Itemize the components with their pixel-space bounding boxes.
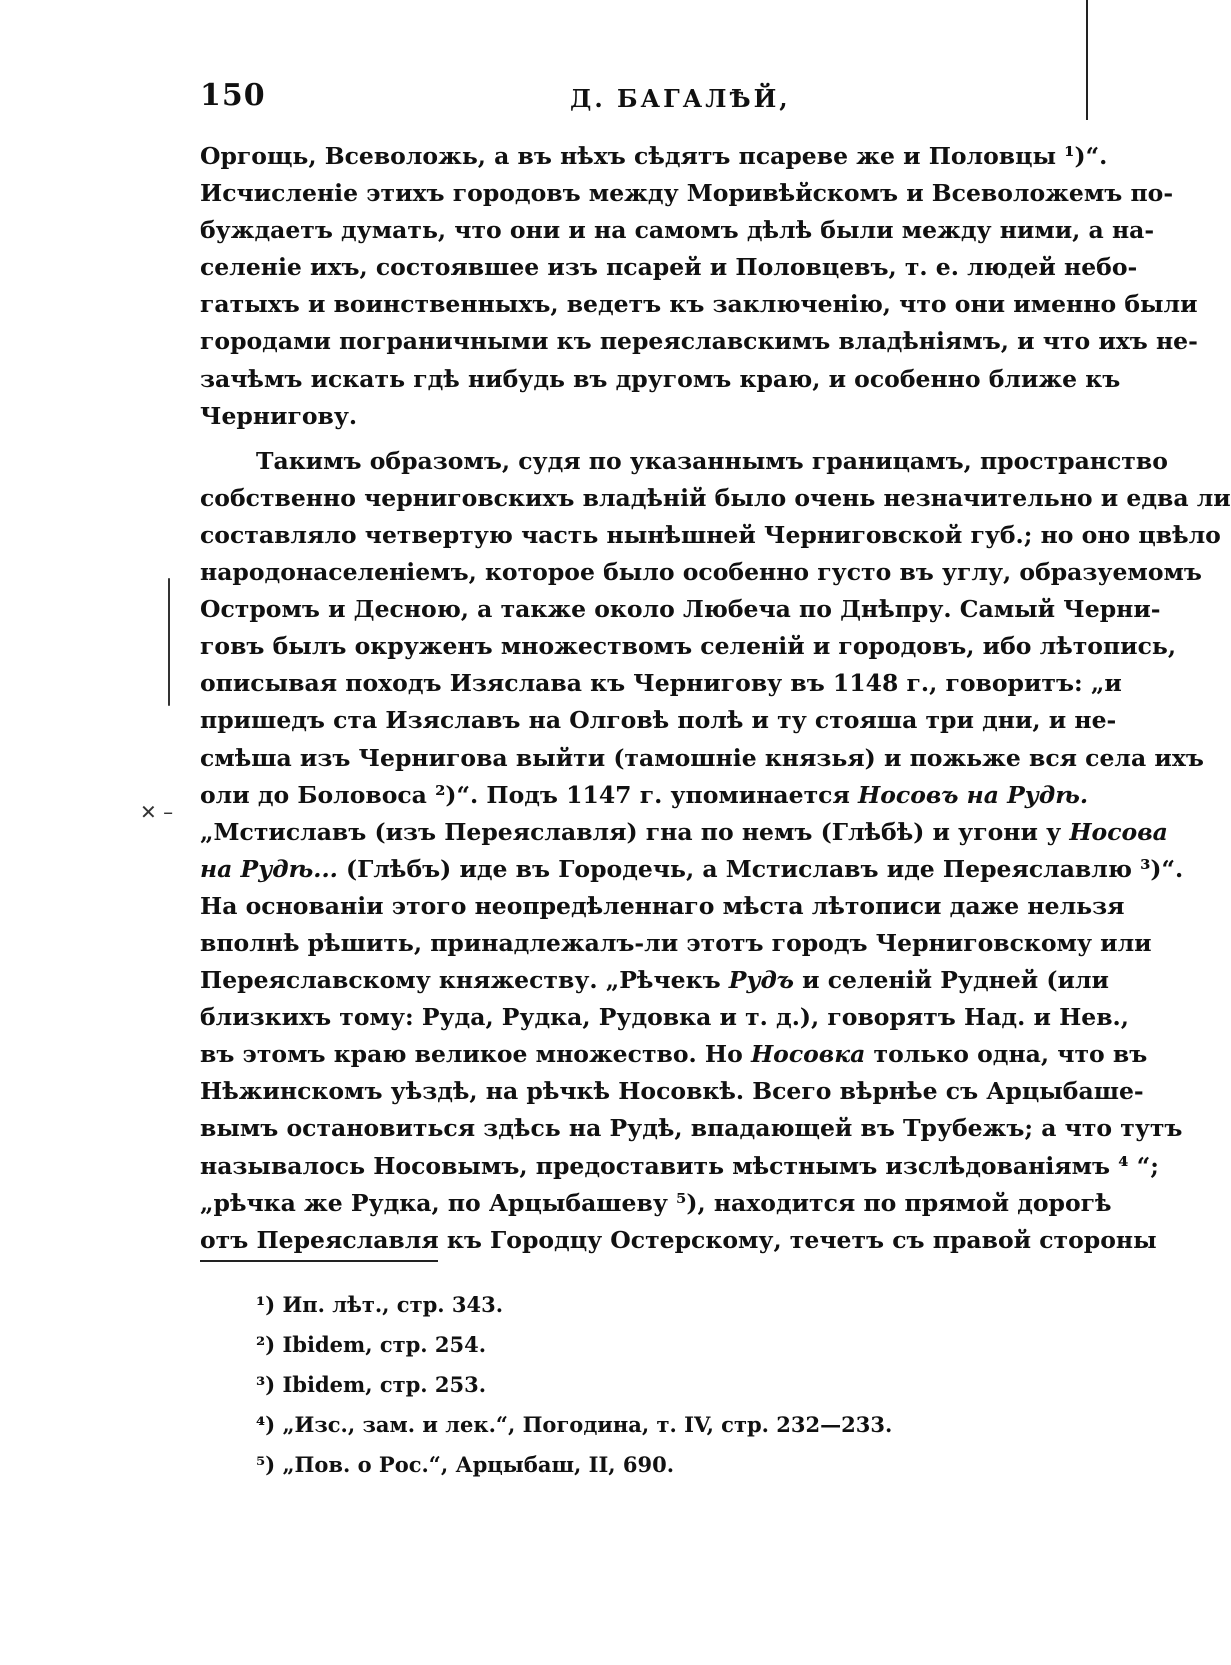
text-run: только одна, что въ (865, 1040, 1148, 1069)
text-line: Такимъ образомъ, судя по указаннымъ границамъ, пространство (256, 446, 1168, 475)
text-line: Чернигову. (200, 401, 358, 430)
text-run: Переяславскому княжеству. „Рѣчекъ (200, 966, 729, 995)
footnote-text: „Изс., зам. и лек.“, Погодина, т. IV, стр. 232—233. (282, 1412, 893, 1437)
body-text (200, 138, 1231, 1259)
text-line: буждаетъ думать, что они и на самомъ дѣлѣ были между ними, а на- (200, 216, 1155, 245)
italic-place-name: Носовка (750, 1040, 866, 1069)
footnote-mark: ⁵) (256, 1452, 276, 1477)
footnote (256, 1445, 1036, 1485)
footnote (256, 1285, 1036, 1325)
text-line: близкихъ тому: Руда, Рудка, Рудовка и т. д.), говорятъ Над. и Нев., (200, 1003, 1129, 1032)
footnote-mark: ³) (256, 1372, 276, 1397)
text-line: описывая походъ Изяслава къ Чернигову въ 1148 г., говоритъ: „и (200, 669, 1122, 698)
text-run: въ этомъ краю великое множество. Но (200, 1040, 751, 1069)
page-number: 150 (200, 78, 266, 113)
text-line: На основаніи этого неопредѣленнаго мѣста лѣтописи даже нельзя (200, 891, 1125, 920)
text-line (200, 777, 1089, 814)
text-run: „Мстиславъ (изъ Переяславля) гна по немъ (Глѣбѣ) и угони у (200, 817, 1070, 846)
text-line: называлось Носовымъ, предоставить мѣстнымъ изслѣдованіямъ ⁴ “; (200, 1151, 1159, 1180)
text-line: Исчисленіе этихъ городовъ между Моривѣйскомъ и Всеволожемъ по- (200, 179, 1174, 208)
text-line (200, 851, 1184, 888)
footnote-text: Ип. лѣт., стр. 343. (282, 1292, 504, 1317)
margin-bracket (168, 578, 170, 706)
footnote-mark: ¹) (256, 1292, 276, 1317)
footnote-text: „Пов. о Рос.“, Арцыбаш, II, 690. (282, 1452, 675, 1477)
footnotes (256, 1285, 1036, 1485)
text-run: (Глѣбъ) иде въ Городечь, а Мстиславъ иде Переяславлю ³)“. (337, 854, 1184, 883)
text-line: смѣша изъ Чернигова выйти (тамошніе князья) и пожьже вся села ихъ (200, 743, 1204, 772)
italic-place-name: Носовъ на Рудѣ. (858, 780, 1089, 809)
text-line: гатыхъ и воинственныхъ, ведетъ къ заключенію, что они именно были (200, 290, 1198, 319)
text-run: оли до Боловоса ²)“. Подъ 1147 г. упоминается (200, 780, 859, 809)
footnote-mark: ⁴) (256, 1412, 276, 1437)
text-line: отъ Переяславля къ Городцу Остерскому, течетъ съ правой стороны (200, 1225, 1157, 1254)
text-line (200, 1036, 1148, 1073)
text-line: Нѣжинскомъ уѣздѣ, на рѣчкѣ Носовкѣ. Всего вѣрнѣе съ Арцыбаше- (200, 1077, 1144, 1106)
margin-annotation: ✕ – (140, 800, 174, 824)
footnote-text: Ibidem, стр. 254. (282, 1332, 487, 1357)
footnote-rule (200, 1260, 438, 1262)
text-line: говъ былъ окруженъ множествомъ селеній и городовъ, ибо лѣтопись, (200, 632, 1177, 661)
footnote (256, 1405, 1036, 1445)
footnote-text: Ibidem, стр. 253. (282, 1372, 487, 1397)
text-line: пришедъ ста Изяславъ на Олговѣ полѣ и ту стояша три дни, и не- (200, 706, 1117, 735)
text-line (200, 962, 1109, 999)
text-line: „рѣчка же Рудка, по Арцыбашеву ⁵), находится по прямой дорогѣ (200, 1188, 1112, 1217)
text-line: городами пограничными къ переяславскимъ владѣніямъ, и что ихъ не- (200, 327, 1198, 356)
text-line: зачѣмъ искать гдѣ нибудь въ другомъ краю, и особенно ближе къ (200, 364, 1121, 393)
running-head: Д. БАГАЛѢЙ, (570, 84, 791, 113)
text-line: селеніе ихъ, состоявшее изъ псарей и Половцевъ, т. е. людей небо- (200, 253, 1138, 282)
italic-place-name: Рудъ (728, 966, 794, 995)
footnote (256, 1325, 1036, 1365)
italic-place-name: на Рудѣ... (200, 854, 338, 883)
text-run: и селеній Рудней (или (793, 966, 1109, 995)
text-line: вымъ остановиться здѣсь на Рудѣ, впадающей въ Трубежъ; а что тутъ (200, 1114, 1183, 1143)
footnote (256, 1365, 1036, 1405)
text-line: Оргощь, Всеволожь, а въ нѣхъ сѣдятъ псареве же и Половцы ¹)“. (200, 142, 1108, 170)
text-line: собственно черниговскихъ владѣній было очень незначительно и едва ли (200, 483, 1231, 512)
page-header (200, 78, 1040, 118)
text-line: Остромъ и Десною, а также около Любеча по Днѣпру. Самый Черни- (200, 595, 1161, 624)
text-line: вполнѣ рѣшить, принадлежалъ-ли этотъ городъ Черниговскому или (200, 928, 1152, 957)
italic-place-name: Носова (1069, 817, 1168, 846)
text-line: народонаселеніемъ, которое было особенно густо въ углу, образуемомъ (200, 558, 1202, 587)
footnote-mark: ²) (256, 1332, 276, 1357)
text-line (200, 814, 1168, 851)
text-line: составляло четвертую часть нынѣшней Черниговской губ.; но оно цвѣло (200, 520, 1221, 549)
page-edge-line (1086, 0, 1088, 120)
